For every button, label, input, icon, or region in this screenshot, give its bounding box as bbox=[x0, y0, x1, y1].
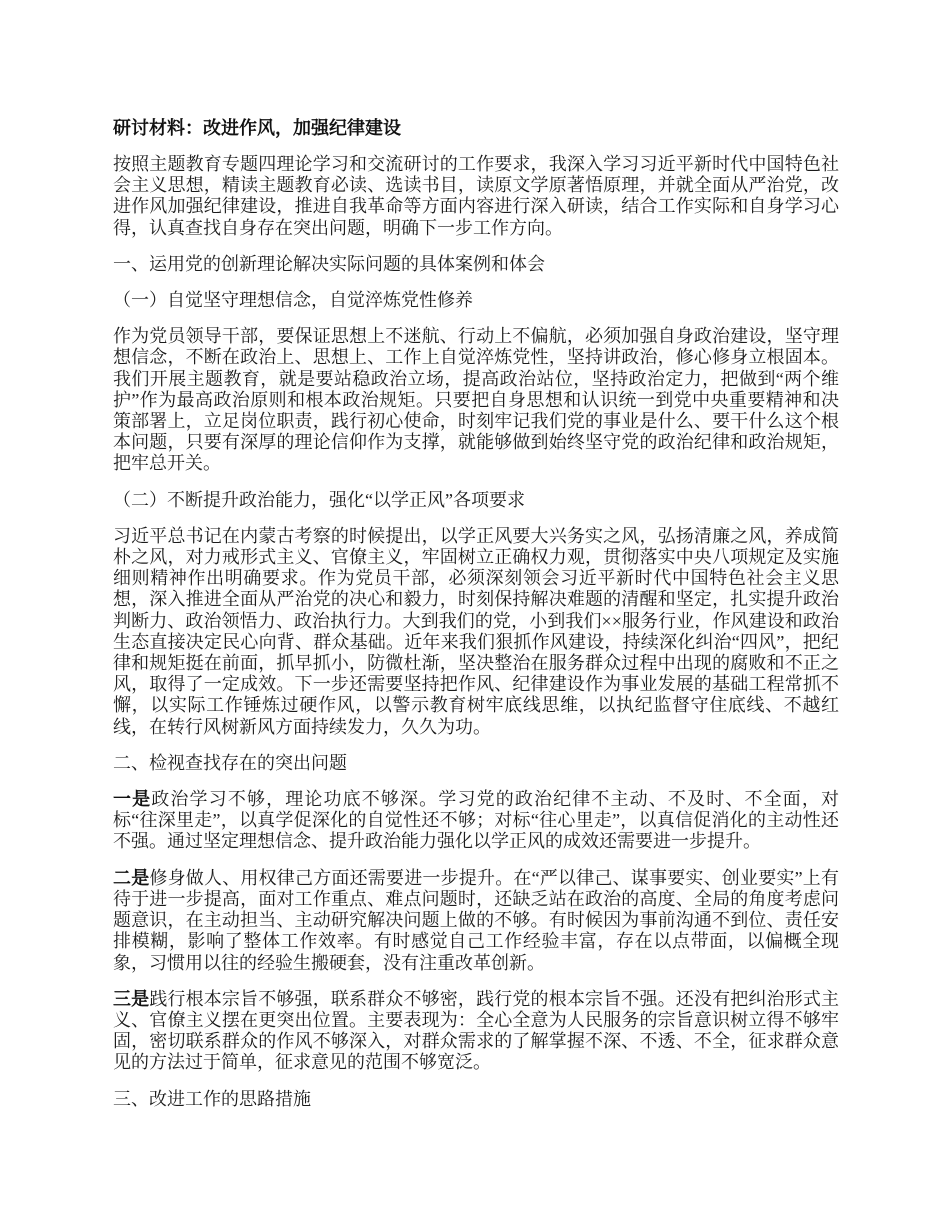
paragraph: 按照主题教育专题四理论学习和交流研讨的工作要求，我深入学习习近平新时代中国特色社会主义思想，精读主题教育必读、选读书目，读原文学原著悟原理，并就全面从严治党，改进作风加强纪律建设，推进自我革命等方面内容进行深入研读，结合工作实际和自身学习心得，认真查找自身存在突出问题，明确下一步工作方向。 bbox=[113, 154, 839, 238]
paragraph: 三是践行根本宗旨不够强，联系群众不够密，践行党的根本宗旨不强。还没有把纠治形式主义、官僚主义摆在更突出位置。主要表现为：全心全意为人民服务的宗旨意识树立得不够牢固，密切联系群众的作风不够深入，对群众需求的了解掌握不深、不透、不全，征求群众意见的方法过于简单，征求意见的范围不够宽泛。 bbox=[113, 988, 840, 1073]
bold-lead: 二是 bbox=[113, 867, 150, 888]
document-body bbox=[113, 154, 839, 1110]
document-title: 研讨材料：改进作风，加强纪律建设 bbox=[113, 118, 401, 138]
bold-lead: 三是 bbox=[113, 988, 150, 1009]
paragraph: 作为党员领导干部，要保证思想上不迷航、行动上不偏航，必须加强自身政治建设，坚守理想信念，不断在政治上、思想上、工作上自觉淬炼党性，坚持讲政治，修心修身立根固本。我们开展主题教育，就是要站稳政治立场，提高政治站位，坚持政治定力，把做到“两个维护”作为最高政治原则和根本政治规矩。只要把自身思想和认识统一到党中央重要精神和决策部署上，立足岗位职责，践行初心使命，时刻牢记我们党的事业是什么、要干什么这个根本问题，只要有深厚的理论信仰作为支撑，就能够做到始终坚守党的政治纪律和政治规矩，把牢总开关。 bbox=[113, 326, 839, 474]
paragraph: 一是政治学习不够，理论功底不够深。学习党的政治纪律不主动、不及时、不全面，对标“往深里走”，以真学促深化的自觉性还不够；对标“往心里走”，以真信促消化的主动性还不强。通过坚定理想信念、提升政治能力强化以学正风的成效还需要进一步提升。 bbox=[113, 789, 840, 852]
section-heading: （一）自觉坚守理想信念，自觉淬炼党性修养 bbox=[113, 290, 473, 311]
section-heading: 三、改进工作的思路措施 bbox=[113, 1088, 311, 1109]
section-heading: 二、检视查找存在的突出问题 bbox=[113, 752, 347, 773]
section-heading: 一、运用党的创新理论解决实际问题的具体案例和体会 bbox=[113, 253, 545, 274]
paragraph: 二是修身做人、用权律己方面还需要进一步提升。在“严以律己、谋事要实、创业要实”上有待于进一步提高，面对工作重点、难点问题时，还缺乏站在政治的高度、全局的角度考虑问题意识，在主动担当、主动研究解决问题上做的不够。有时候因为事前沟通不到位、责任安排模糊，影响了整体工作效率。有时感觉自己工作经验丰富，存在以点带面，以偏概全现象，习惯用以往的经验生搬硬套，没有注重改革创新。 bbox=[113, 867, 839, 973]
paragraph: 习近平总书记在内蒙古考察的时候提出，以学正风要大兴务实之风，弘扬清廉之风，养成简朴之风，对力戒形式主义、官僚主义，牢固树立正确权力观，贯彻落实中央八项规定及实施细则精神作出明确要求。作为党员干部，必须深刻领会习近平新时代中国特色社会主义思想，深入推进全面从严治党的决心和毅力，时刻保持解决难题的清醒和坚定，扎实提升政治判断力、政治领悟力、政治执行力。大到我们的党，小到我们××服务行业，作风建设和政治生态直接决定民心向背、群众基础。近年来我们狠抓作风建设，持续深化纠治“四风”，把纪律和规矩挺在前面，抓早抓小，防微杜渐，坚决整治在服务群众过程中出现的腐败和不正之风，取得了一定成效。下一步还需要坚持把作风、纪律建设作为事业发展的基础工程常抓不懈，以实际工作锤炼过硬作风，以警示教育树牢底线思维，以执纪监督守住底线、不越红线，在转行风树新风方面持续发力，久久为功。 bbox=[113, 525, 839, 737]
bold-lead: 一是 bbox=[113, 789, 152, 810]
section-heading: （二）不断提升政治能力，强化“以学正风”各项要求 bbox=[113, 489, 525, 510]
